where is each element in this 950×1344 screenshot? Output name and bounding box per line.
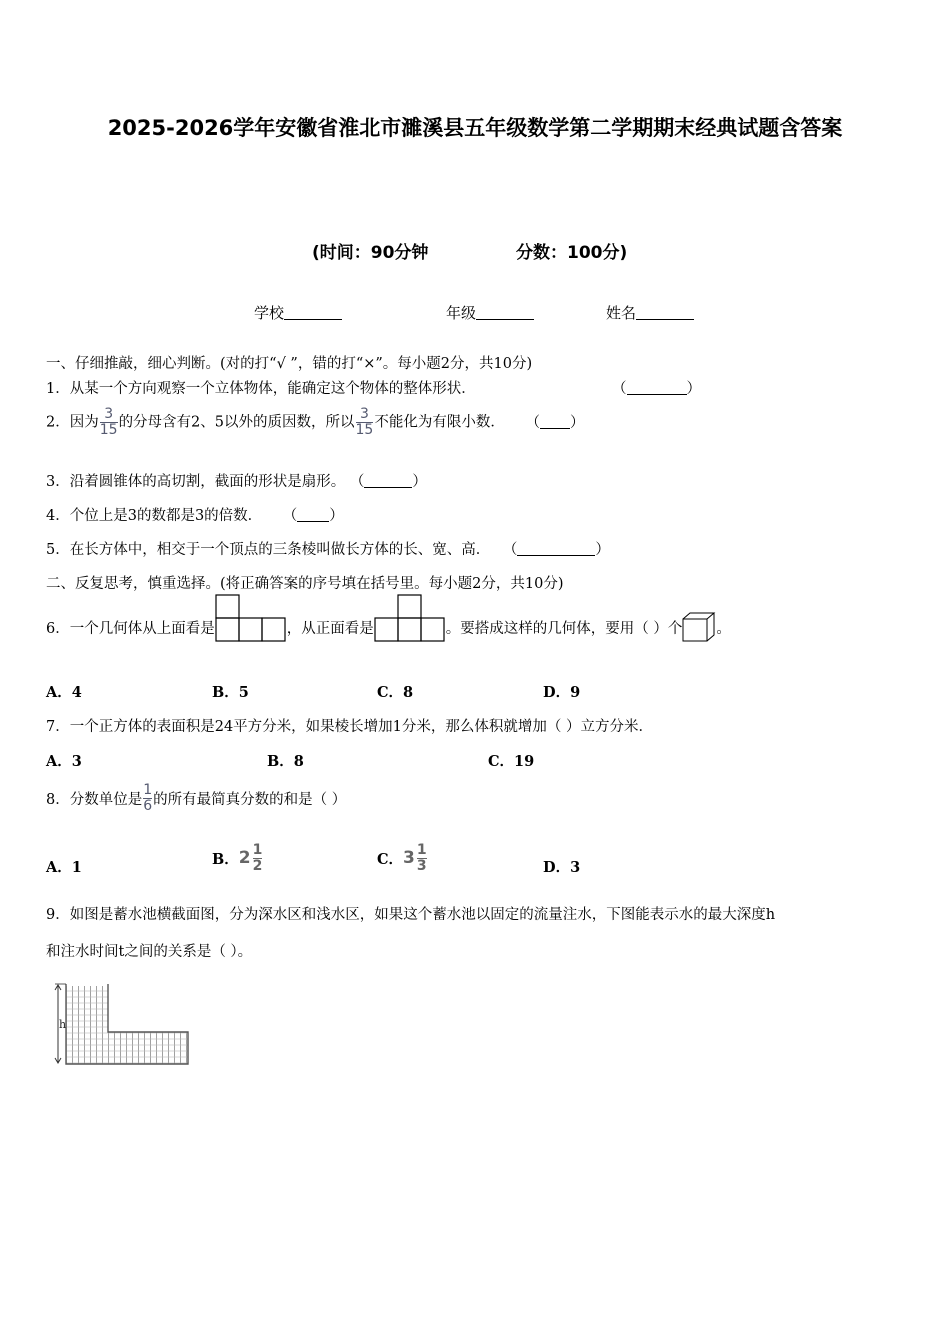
q4-blank[interactable]: [297, 507, 329, 522]
q2-number: 2．: [46, 414, 70, 431]
q2-fraction-2: [356, 407, 374, 438]
q4-answer[interactable]: [283, 508, 344, 524]
q8-c-num: 1: [416, 841, 427, 858]
q8-option-b[interactable]: [212, 838, 263, 878]
question-3: [46, 470, 427, 491]
q1-number: 1．: [46, 381, 70, 397]
q2-blank[interactable]: [540, 414, 570, 429]
q1-paren-close: ）: [686, 381, 701, 397]
q7-number: 7．: [46, 719, 70, 735]
q2-frac-num: 3: [104, 406, 114, 422]
q6-number: 6．: [46, 621, 70, 637]
q8-option-c[interactable]: [377, 838, 428, 878]
q7-option-a[interactable]: A．3: [46, 753, 82, 770]
q6-text-d: 。: [716, 621, 731, 637]
name-field[interactable]: [606, 302, 694, 323]
name-blank[interactable]: [636, 305, 694, 320]
q7-text: 一个正方体的表面积是24平方分米，如果棱长增加1分米，那么体积就增加（ ）立方分米．: [69, 719, 654, 735]
grade-label: 年级: [446, 304, 477, 322]
q8-option-b-label: B．: [212, 850, 239, 868]
q6-option-d[interactable]: D．9: [543, 684, 581, 701]
school-field[interactable]: [254, 302, 342, 323]
q2-frac-num-2: 3: [359, 406, 369, 422]
q6-option-a[interactable]: A．4: [46, 684, 82, 701]
q5-blank[interactable]: [517, 541, 595, 556]
q6-option-c[interactable]: C．8: [377, 684, 414, 701]
q3-text: 沿着圆锥体的高切割，截面的形状是扇形。: [69, 474, 346, 490]
q8-text-a: 分数单位是: [69, 791, 143, 808]
q3-answer[interactable]: [350, 474, 427, 490]
grade-field[interactable]: [446, 302, 534, 323]
q1-blank[interactable]: [627, 380, 687, 395]
q1-answer[interactable]: [612, 377, 701, 398]
q8-option-c-label: C．: [377, 850, 404, 868]
q8-fraction: [143, 783, 152, 814]
question-1: [46, 377, 476, 398]
question-4: [46, 504, 344, 525]
question-5: [46, 538, 610, 559]
q5-paren-open: （: [502, 542, 518, 558]
q6-text-a: 一个几何体从上面看是: [69, 621, 215, 637]
q4-paren-open: （: [282, 508, 298, 524]
exam-time: (时间：90分钟: [312, 243, 429, 263]
q8-c-den: 3: [416, 857, 427, 874]
q8-b-num: 1: [252, 841, 263, 858]
q2-text-c: 不能化为有限小数．: [374, 414, 505, 431]
question-2: [46, 407, 584, 438]
q3-number: 3．: [46, 474, 70, 490]
school-label: 学校: [254, 304, 285, 322]
name-label: 姓名: [606, 304, 637, 322]
q8-b-whole: 2: [238, 848, 251, 868]
q8-option-a[interactable]: A．1: [46, 859, 82, 876]
q2-frac-den: 15: [99, 422, 118, 438]
school-blank[interactable]: [284, 305, 342, 320]
q9-number: 9．: [46, 907, 70, 923]
q7-option-c[interactable]: C．19: [488, 753, 535, 770]
q8-text-b: 的所有最简真分数的和是（ ）: [153, 791, 347, 808]
q5-text: 在长方体中，相交于一个顶点的三条棱叫做长方体的长、宽、高．: [69, 542, 491, 558]
top-view-figure: [215, 594, 287, 644]
q9-line2: 和注水时间t之间的关系是（ ）。: [46, 944, 253, 960]
q5-number: 5．: [46, 542, 70, 558]
q2-text-b: 的分母含有2、5以外的质因数，所以: [118, 414, 355, 431]
q8-b-den: 2: [252, 857, 263, 874]
q8-option-c-value: [403, 843, 428, 874]
q4-paren-close: ）: [329, 508, 344, 524]
q2-fraction-1: [100, 407, 118, 438]
q6-option-b[interactable]: B．5: [212, 684, 249, 701]
q3-paren-open: （: [349, 474, 365, 490]
q5-paren-close: ）: [595, 542, 610, 558]
q8-c-whole: 3: [403, 848, 415, 868]
question-8: [46, 778, 346, 818]
q6-text-c: 。要搭成这样的几何体，要用（ ）个: [445, 621, 683, 637]
q8-option-d[interactable]: D．3: [543, 859, 581, 876]
q2-frac-den-2: 15: [355, 422, 374, 438]
q2-text-a: 因为: [69, 414, 99, 431]
page-title: 2025-2026学年安徽省淮北市濉溪县五年级数学第二学期期末经典试题含答案: [107, 116, 843, 140]
question-6: [46, 594, 731, 644]
figure-h-label: h: [59, 1018, 67, 1031]
section2-heading: 二、反复思考，慎重选择。(将正确答案的序号填在括号里。每小题2分，共10分): [46, 576, 564, 592]
q3-paren-close: ）: [412, 474, 427, 490]
q8-frac-num: 1: [143, 781, 153, 798]
front-view-figure: [374, 594, 446, 644]
question-9: [46, 903, 775, 924]
q4-number: 4．: [46, 508, 70, 524]
q8-option-b-value: [239, 843, 264, 874]
q8-number: 8．: [46, 791, 70, 808]
q1-text: 从某一个方向观察一个立体物体，能确定这个物体的整体形状．: [69, 381, 476, 397]
q5-answer[interactable]: [503, 542, 610, 558]
cube-icon: [682, 612, 716, 642]
q2-paren-close: ）: [569, 414, 585, 431]
section1-heading: 一、仔细推敲，细心判断。(对的打“√ ”，错的打“×”。每小题2分，共10分): [46, 356, 533, 372]
q6-text-b: ，从正面看是: [286, 621, 374, 637]
exam-score: 分数：100分): [516, 243, 628, 263]
question-7: [46, 715, 653, 736]
q8-frac-den: 6: [143, 797, 153, 814]
grade-blank[interactable]: [476, 305, 534, 320]
q7-option-b[interactable]: B．8: [267, 753, 304, 770]
reservoir-cross-section-figure: [54, 982, 192, 1066]
q2-answer[interactable]: [525, 415, 584, 431]
q3-blank[interactable]: [364, 473, 412, 488]
q4-text: 个位上是3的数都是3的倍数．: [69, 508, 263, 524]
q1-paren-open: （: [612, 381, 627, 397]
q9-line1: 如图是蓄水池横截面图，分为深水区和浅水区，如果这个蓄水池以固定的流量注水，下图能表示水的最大深度h: [69, 907, 776, 923]
q2-paren-open: （: [525, 414, 540, 431]
